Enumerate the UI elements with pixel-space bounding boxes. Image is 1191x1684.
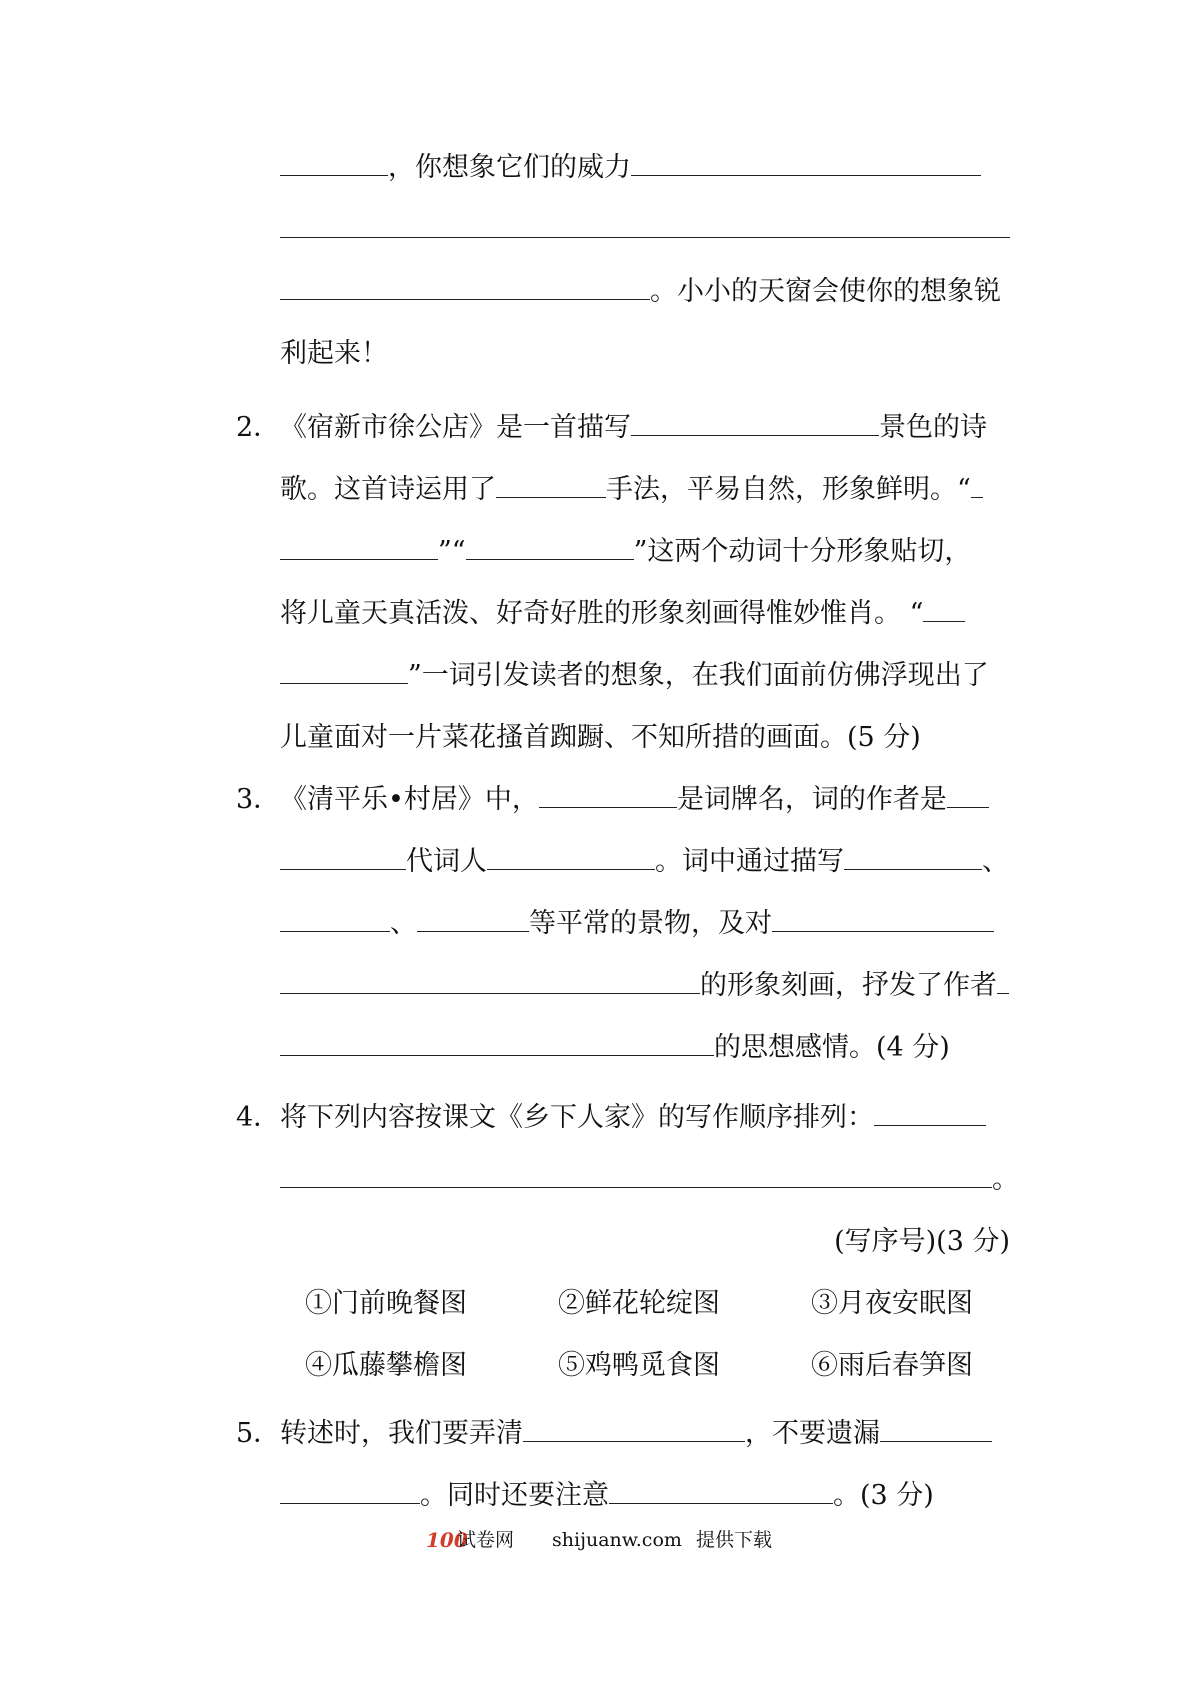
q1-line-1	[280, 138, 1010, 198]
answer-blank[interactable]	[280, 663, 408, 684]
q4-line-1	[280, 1088, 1010, 1148]
q5-text: 。(3 分)	[833, 1480, 934, 1511]
answer-blank[interactable]	[880, 1421, 992, 1442]
q5-text: ，不要遗漏	[745, 1418, 880, 1449]
option-item: ⑥雨后春笋图	[811, 1350, 973, 1381]
q2-line-6	[280, 708, 1010, 768]
q2-line-3	[280, 522, 1010, 582]
option-item: ⑤鸡鸭觅食图	[558, 1350, 720, 1381]
answer-blank[interactable]	[280, 973, 700, 994]
answer-blank[interactable]	[280, 1167, 992, 1188]
q2-text: ”“	[438, 536, 466, 567]
q3-text: 代词人	[406, 846, 487, 877]
q1-text: 利起来！	[280, 338, 388, 369]
q4-line-2	[280, 1150, 1019, 1210]
answer-blank[interactable]	[280, 1035, 714, 1056]
q3-text: 《清平乐•村居》中，	[280, 784, 539, 815]
option-item: ②鲜花轮绽图	[558, 1288, 720, 1319]
answer-blank[interactable]	[947, 787, 989, 808]
page-footer	[0, 1520, 1191, 1560]
q3-text: 的形象刻画，抒发了作者	[700, 970, 997, 1001]
option-item: ③月夜安眠图	[811, 1288, 973, 1319]
q3-text: 、	[390, 908, 417, 939]
question-number: 4．	[236, 1102, 281, 1133]
q2-text: 手法，平易自然，形象鲜明。“	[606, 474, 971, 505]
answer-blank[interactable]	[523, 1421, 745, 1442]
q4-note	[280, 1212, 1010, 1272]
answer-blank[interactable]	[631, 155, 981, 176]
q5-line-2	[280, 1466, 1010, 1526]
q2-text: 景色的诗	[879, 412, 987, 443]
q1-line-2	[280, 200, 1010, 260]
answer-blank[interactable]	[487, 849, 655, 870]
q4-options-row-2	[305, 1336, 1025, 1396]
answer-blank[interactable]	[772, 911, 994, 932]
answer-blank[interactable]	[417, 911, 529, 932]
q3-text: 。词中通过描写	[655, 846, 844, 877]
q2-line-2	[280, 460, 1010, 520]
answer-blank[interactable]	[280, 217, 1010, 238]
q5-line-1	[280, 1404, 1010, 1464]
answer-blank[interactable]	[280, 279, 650, 300]
q1-text: 。小小的天窗会使你的想象锐	[650, 276, 1001, 307]
site-logo: 100	[426, 1528, 468, 1552]
q3-line-2	[280, 832, 1010, 892]
footer-url[interactable]: shijuanw.com	[552, 1529, 682, 1551]
q2-line-5	[280, 646, 1010, 706]
q3-line-1	[280, 770, 1010, 830]
answer-blank[interactable]	[997, 973, 1009, 994]
q2-text: ”这两个动词十分形象贴切，	[633, 536, 972, 567]
q4-options-row-1	[305, 1274, 1025, 1334]
q3-text: 、	[982, 846, 1009, 877]
q2-text: 《宿新市徐公店》是一首描写	[280, 412, 631, 443]
q4-text: 。	[992, 1164, 1019, 1195]
answer-blank[interactable]	[496, 477, 606, 498]
answer-blank[interactable]	[466, 539, 634, 560]
q3-line-3	[280, 894, 1010, 954]
q3-line-5	[280, 1018, 1010, 1078]
q5-text: 转述时，我们要弄清	[280, 1418, 523, 1449]
q1-line-4	[280, 324, 1010, 384]
q3-text: 是词牌名，词的作者是	[676, 784, 947, 815]
footer-site-name: 试卷网	[457, 1529, 515, 1551]
answer-blank[interactable]	[280, 911, 390, 932]
q1-text: ，你想象它们的威力	[388, 152, 631, 183]
question-number: 3．	[236, 784, 281, 815]
footer-tagline: 提供下载	[696, 1529, 773, 1551]
q1-line-3	[280, 262, 1010, 322]
q2-text: 歌。这首诗运用了	[280, 474, 496, 505]
answer-blank[interactable]	[280, 155, 388, 176]
q2-text: 儿童面对一片菜花搔首踟蹰、不知所措的画面。(5 分)	[280, 722, 921, 753]
q3-text: 的思想感情。(4 分)	[714, 1032, 950, 1063]
option-item: ①门前晚餐图	[305, 1288, 467, 1319]
answer-blank[interactable]	[923, 601, 965, 622]
q3-line-4	[280, 956, 1010, 1016]
question-number: 2．	[236, 412, 281, 443]
answer-blank[interactable]	[539, 787, 677, 808]
answer-blank[interactable]	[631, 415, 879, 436]
answer-blank[interactable]	[609, 1483, 833, 1504]
answer-blank[interactable]	[280, 1483, 420, 1504]
answer-blank[interactable]	[280, 539, 438, 560]
q5-text: 。同时还要注意	[420, 1480, 609, 1511]
question-number: 5．	[236, 1418, 281, 1449]
answer-blank[interactable]	[971, 477, 983, 498]
q3-text: 等平常的景物，及对	[529, 908, 772, 939]
answer-blank[interactable]	[844, 849, 982, 870]
answer-blank[interactable]	[874, 1105, 986, 1126]
q2-text: 将儿童天真活泼、好奇好胜的形象刻画得惟妙惟肖。 “	[280, 598, 924, 629]
answer-blank[interactable]	[280, 849, 406, 870]
q2-text: ”一词引发读者的想象，在我们面前仿佛浮现出了	[408, 660, 989, 691]
q2-line-4	[280, 584, 1010, 644]
q4-note-text: (写序号)(3 分)	[834, 1226, 1010, 1257]
option-item: ④瓜藤攀檐图	[305, 1350, 467, 1381]
q2-line-1	[280, 398, 1010, 458]
q4-text: 将下列内容按课文《乡下人家》的写作顺序排列：	[280, 1102, 874, 1133]
